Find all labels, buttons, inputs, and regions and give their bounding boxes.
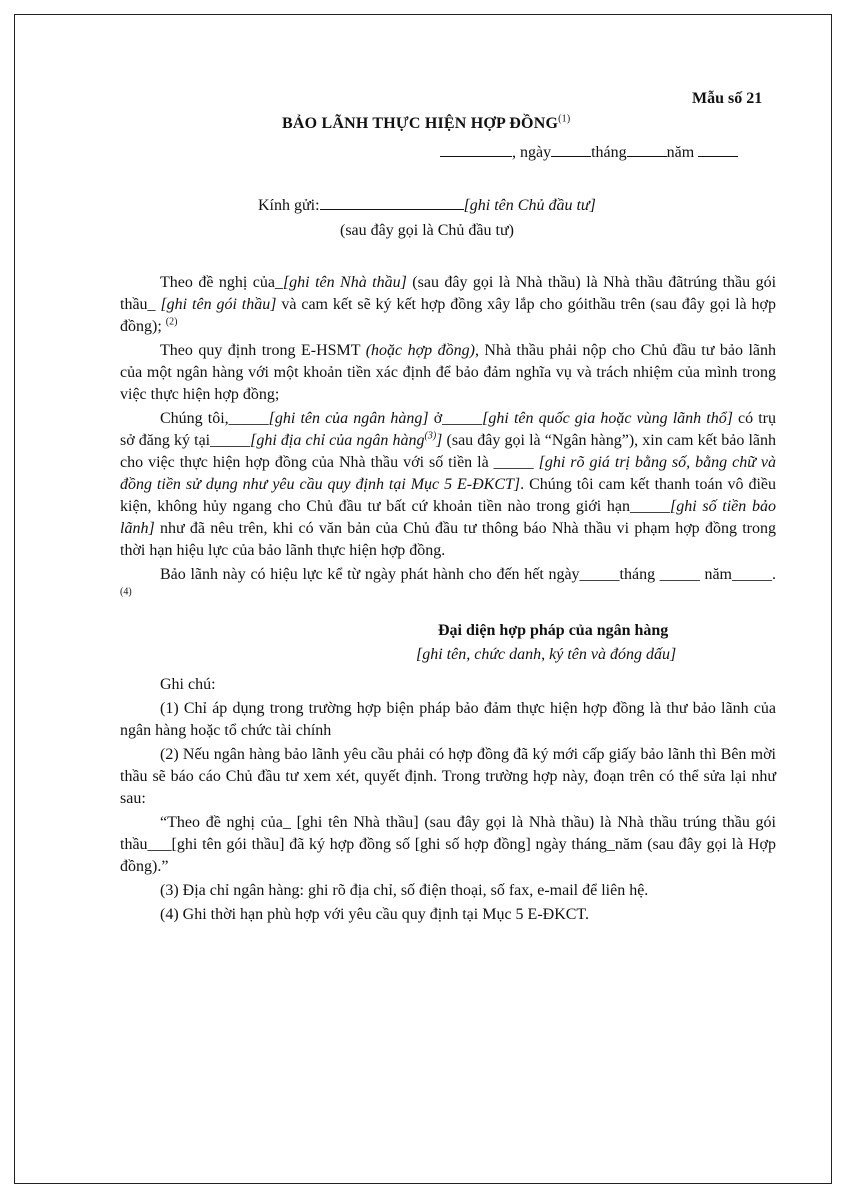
title-text: BẢO LÃNH THỰC HIỆN HỢP ĐỒNG — [282, 115, 559, 132]
addressee-note: (sau đây gọi là Chủ đầu tư) — [340, 222, 514, 239]
signature-instructions: [ghi tên, chức danh, ký tên và đóng dấu] — [416, 646, 677, 663]
note-3: (3) Địa chỉ ngân hàng: ghi rõ địa chỉ, số điện thoại, số fax, e-mail để liên hệ. — [160, 882, 649, 899]
footnote-ref-4: (4) — [120, 586, 132, 598]
notes-heading: Ghi chú: — [160, 676, 216, 693]
date-year-label: năm — [666, 144, 695, 161]
paragraph-3: Chúng tôi,_____[ghi tên của ngân hàng] ở_____[ghi tên quốc gia hoặc vùng lãnh thổ] có trụ sở đăng ký tại_____[ghi địa chỉ của ngân hàng$^{(3)}$] (sau đây gọi là “Ngân hàng”), xin cam kết bảo lãnh cho việc thực hiện hợp đồng của Nhà thầu với số tiền là _____ [ghi rõ giá trị bằng số, bằng chữ và đồng tiền sử dụng như yêu cầu quy định tại Mục 5 E-ĐKCT]. Chúng tôi cam kết thanh toán vô điều kiện, không hủy ngang cho Chủ đầu tư bất cứ khoản tiền nào trong giới hạn_____[ghi số tiền bảo lãnh] như đã nêu trên, khi có văn bản của Chủ đầu tư thông báo Nhà thầu vi phạm hợp đồng trong thời hạn hiệu lực của bảo lãnh thực hiện hợp đồng. — [120, 410, 777, 559]
paragraph-4: Bảo lãnh này có hiệu lực kể từ ngày phát hành cho đến hết ngày_____tháng _____ năm_____.$^{(4)}$ — [120, 566, 776, 598]
footnote-ref-2: (2) — [165, 316, 178, 328]
signature-title: Đại diện hợp pháp của ngân hàng — [438, 622, 669, 639]
note-4: (4) Ghi thời hạn phù hợp với yêu cầu quy định tại Mục 5 E-ĐKCT. — [160, 906, 590, 923]
addressee-blank — [320, 194, 464, 210]
year-blank — [698, 141, 738, 157]
document-title — [282, 113, 570, 135]
paragraph-1: Theo đề nghị của_[ghi tên Nhà thầu] (sau đây gọi là Nhà thầu) là Nhà thầu đãtrúng thầu gói thầu_ [ghi tên gói thầu] và cam kết sẽ ký kết hợp đồng xây lắp cho góithầu trên (sau đây gọi là hợp đồng); $^{(2)}$ — [120, 274, 777, 335]
addressee-label: Kính gửi: — [258, 197, 320, 214]
form-number: Mẫu số 21 — [692, 90, 763, 107]
note-2: (2) Nếu ngân hàng bảo lãnh yêu cầu phải có hợp đồng đã ký mới cấp giấy bảo lãnh thì Bên mời thầu sẽ báo cáo Chủ đầu tư xem xét, quyết định. Trong trường hợp này, đoạn trên có thể sửa lại như sau: — [120, 746, 776, 807]
addressee-line — [258, 194, 596, 217]
place-blank — [440, 141, 512, 157]
addressee-placeholder: [ghi tên Chủ đầu tư] — [463, 197, 596, 214]
footnote-ref-3: (3) — [424, 430, 437, 442]
day-blank — [551, 141, 591, 157]
body-text — [120, 272, 776, 926]
note-1: (1) Chỉ áp dụng trong trường hợp biện pháp bảo đảm thực hiện hợp đồng là thư bảo lãnh của ngân hàng hoặc tổ chức tài chính — [120, 700, 776, 739]
month-blank — [627, 141, 667, 157]
paragraph-2: Theo quy định trong E-HSMT (hoặc hợp đồng), Nhà thầu phải nộp cho Chủ đầu tư bảo lãnh của một ngân hàng với một khoản tiền xác định để bảo đảm nghĩa vụ và trách nhiệm của mình trong việc thực hiện hợp đồng; — [120, 342, 777, 403]
title-footnote-ref: (1) — [558, 113, 571, 125]
date-line — [440, 141, 738, 164]
note-2-quote: “Theo đề nghị của_ [ghi tên Nhà thầu] (sau đây gọi là Nhà thầu) là Nhà thầu trúng thầu gói thầu___[ghi tên gói thầu] đã ký hợp đồng số [ghi số hợp đồng] ngày tháng_năm (sau đây gọi là Hợp đồng).” — [120, 814, 776, 875]
date-day-label: , ngày — [512, 144, 552, 161]
date-month-label: tháng — [591, 144, 627, 161]
